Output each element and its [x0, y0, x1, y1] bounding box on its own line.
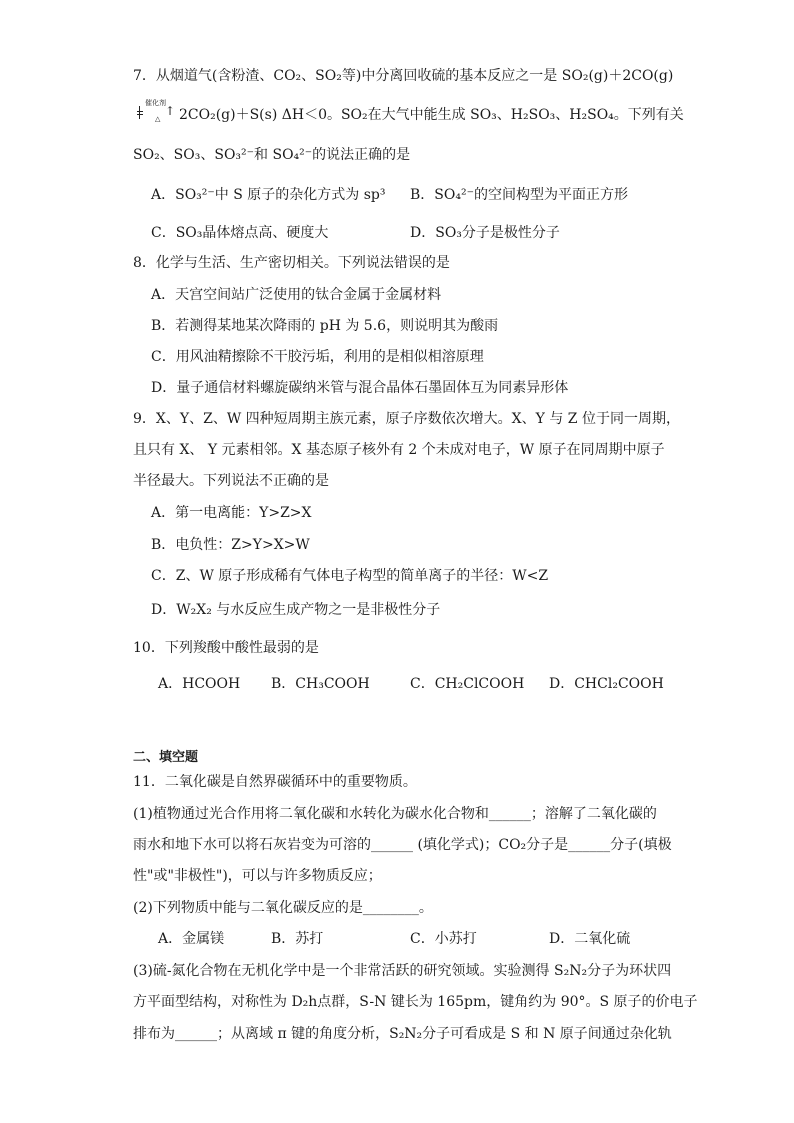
- q11-part1-line-3: 性"或"非极性")，可以与许多物质反应；: [133, 868, 382, 884]
- q11-part1-line-2: 雨水和地下水可以将石灰岩变为可溶的______ (填化学式)；CO₂分子是______分子(填极: [133, 837, 672, 853]
- q11-option-c: C．小苏打: [410, 931, 477, 947]
- q9-option-d: D．W₂X₂ 与水反应生成产物之一是非极性分子: [151, 602, 441, 618]
- q10-stem: 10．下列羧酸中酸性最弱的是: [133, 640, 319, 656]
- q11-option-b: B．苏打: [271, 931, 324, 947]
- q11-part3-line-2: 方平面型结构，对称性为 D₂h点群，S-N 键长为 165pm，键角约为 90°。S 原子的价电子: [133, 994, 698, 1010]
- q8-option-b: B．若测得某地某次降雨的 pH 为 5.6，则说明其为酸雨: [151, 318, 499, 334]
- q9-option-c: C．Z、W 原子形成稀有气体电子构型的简单离子的半径：W<Z: [151, 568, 549, 584]
- q7-equation-rest: 2CO₂(g)＋S(s) ΔH＜0。SO₂在大气中能生成 SO₃、H₂SO₃、H₂SO₄。下列有关: [179, 107, 684, 123]
- q11-part2: (2)下列物质中能与二氧化碳反应的是________。: [133, 900, 433, 916]
- q11-part1-line-1: (1)植物通过光合作用将二氧化碳和水转化为碳水化合物和______；溶解了二氧化碳的: [133, 806, 657, 822]
- q11-part3-line-1: (3)硫-氮化合物在无机化学中是一个非常活跃的研究领域。实验测得 S₂N₂分子为环状四: [133, 963, 672, 979]
- q9-line-1: 9．X、Y、Z、W 四种短周期主族元素，原子序数依次增大。X、Y 与 Z 位于同一周期，: [133, 411, 680, 427]
- q8-option-c: C．用风油精擦除不干胶污垢，利用的是相似相溶原理: [151, 349, 484, 365]
- q10-option-a: A．HCOOH: [158, 676, 241, 692]
- q8-option-d: D．量子通信材料螺旋碳纳米管与混合晶体石墨固体互为同素异形体: [151, 380, 569, 396]
- q7-option-a: A．SO₃²⁻中 S 原子的杂化方式为 sp³: [151, 187, 386, 203]
- q7-option-b: B．SO₄²⁻的空间构型为平面正方形: [410, 187, 628, 203]
- q7-line-1: 7．从烟道气(含粉渣、CO₂、SO₂等)中分离回收硫的基本反应之一是 SO₂(g)＋2CO(g): [133, 68, 674, 84]
- q7-option-d: D．SO₃分子是极性分子: [410, 225, 560, 241]
- q7-line-2: [133, 99, 684, 125]
- q10-option-d: D．CHCl₂COOH: [549, 676, 664, 692]
- catalyst-label: 催化剂: [145, 99, 166, 107]
- q9-line-3: 半径最大。下列说法不正确的是: [133, 473, 329, 489]
- q9-option-a: A．第一电离能：Y>Z>X: [151, 505, 312, 521]
- q7-line-3: SO₂、SO₃、SO₃²⁻和 SO₄²⁻的说法正确的是: [133, 147, 411, 163]
- heat-label: △: [155, 115, 161, 123]
- q11-part3-line-3: 排布为______；从离域 π 键的角度分析，S₂N₂分子可看成是 S 和 N 原子间通过杂化轨: [133, 1026, 672, 1042]
- q8-option-a: A．天宫空间站广泛使用的钛合金属于金属材料: [151, 287, 442, 303]
- q11-option-d: D．二氧化硫: [549, 931, 631, 947]
- q9-option-b: B．电负性：Z>Y>X>W: [151, 537, 310, 553]
- q9-line-2: 且只有 X、 Y 元素相邻。X 基态原子核外有 2 个未成对电子，W 原子在同周期中原子: [133, 442, 665, 458]
- q11-stem: 11．二氧化碳是自然界碳循环中的重要物质。: [133, 774, 417, 790]
- q7-option-c: C．SO₃晶体熔点高、硬度大: [151, 225, 329, 241]
- q11-option-a: A．金属镁: [158, 931, 225, 947]
- q8-stem: 8．化学与生活、生产密切相关。下列说法错误的是: [133, 255, 450, 271]
- section-title: 二、填空题: [133, 750, 199, 765]
- q10-option-c: C．CH₂ClCOOH: [410, 676, 525, 692]
- q10-option-b: B．CH₃COOH: [271, 676, 370, 692]
- reaction-condition-arrow: 催化剂 △ ↑: [133, 103, 173, 123]
